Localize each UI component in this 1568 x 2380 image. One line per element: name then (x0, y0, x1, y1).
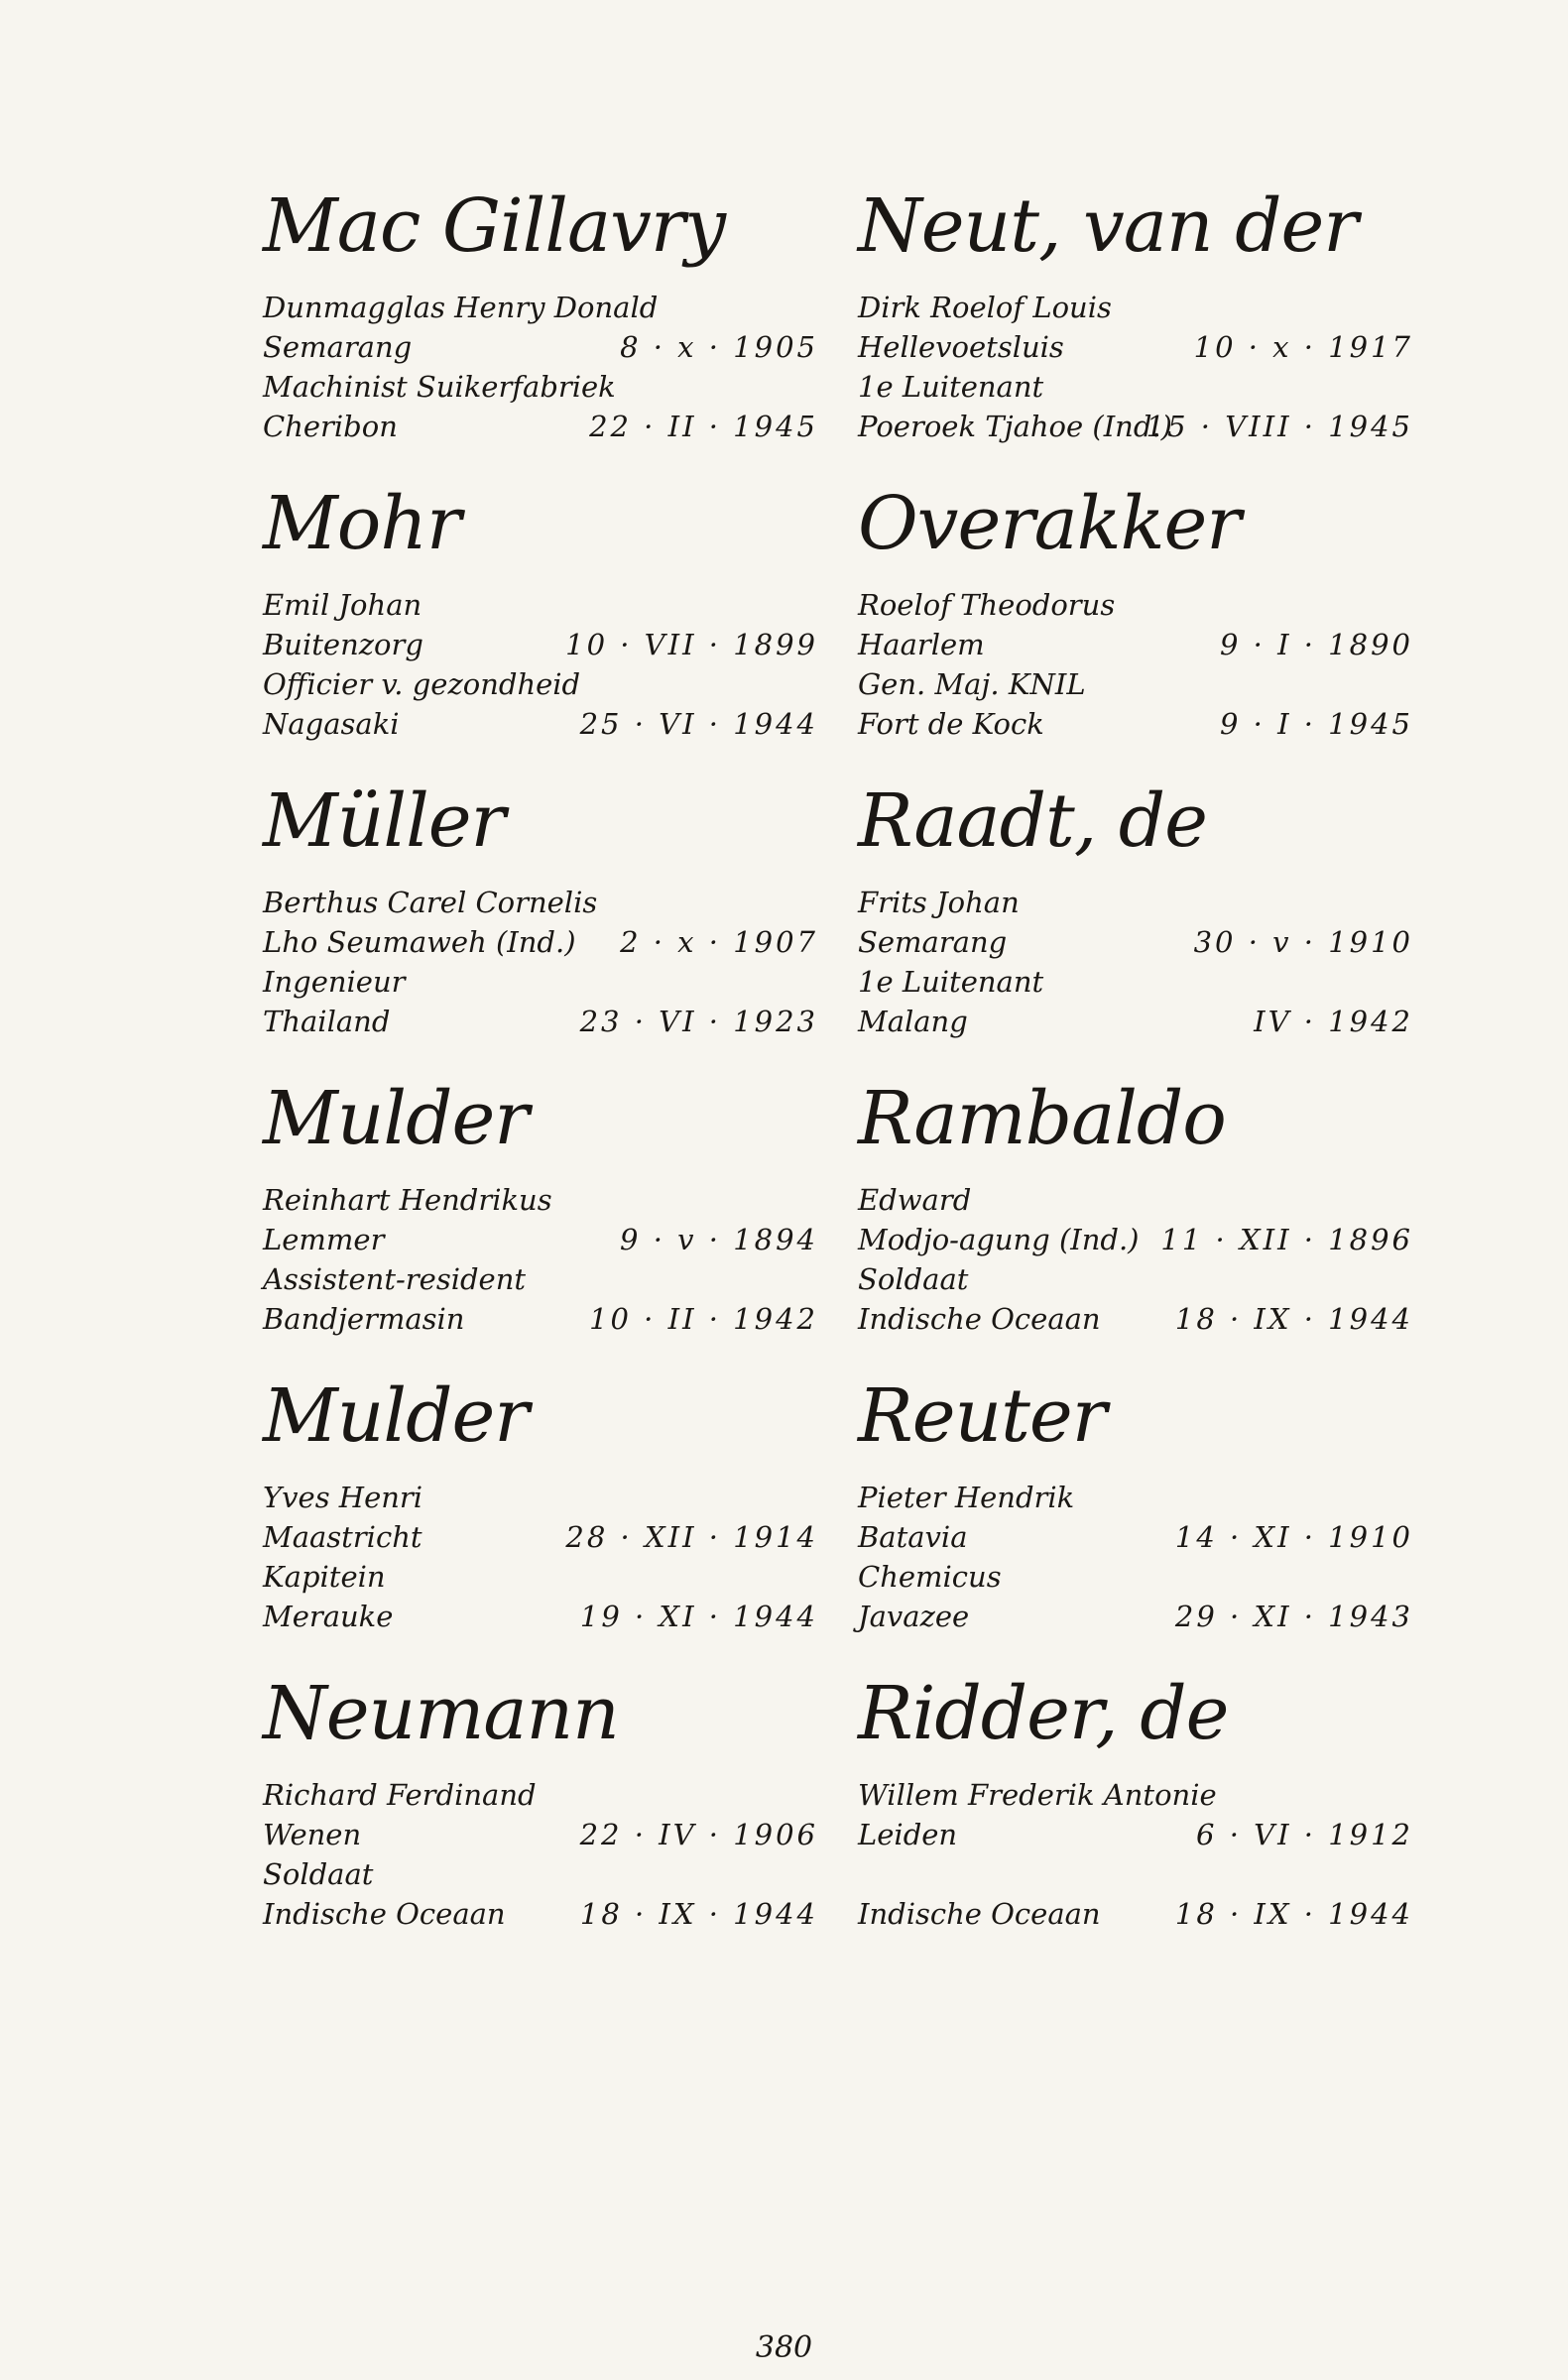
birth-row (858, 1517, 1413, 1557)
death-row (263, 1894, 818, 1934)
memorial-entry (263, 774, 818, 1071)
birth-date: 28 · XII · 1914 (565, 1520, 818, 1554)
death-row (858, 1894, 1413, 1934)
memorial-entry (858, 178, 1413, 476)
birth-row (263, 327, 818, 367)
memorial-entry (858, 774, 1413, 1071)
death-place: Indische Oceaan (858, 1897, 1101, 1931)
given-names: Dunmagglas Henry Donald (263, 291, 659, 324)
occupation: 1e Luitenant (858, 965, 1044, 999)
death-place: Cheribon (263, 410, 398, 443)
given-names: Berthus Carel Cornelis (263, 886, 598, 919)
given-names: Reinhart Hendrikus (263, 1183, 552, 1217)
death-row (263, 407, 818, 446)
death-date: 15 · VIII · 1945 (1146, 410, 1413, 443)
death-date: 19 · XI · 1944 (579, 1600, 818, 1633)
birth-place: Batavia (858, 1520, 968, 1554)
death-row (263, 704, 818, 744)
death-row (858, 1002, 1413, 1041)
birth-place: Semarang (858, 925, 1008, 959)
memorial-entry (263, 1666, 818, 1964)
death-date: 18 · IX · 1944 (579, 1897, 818, 1931)
right-column (858, 178, 1413, 1964)
surname: Reuter (858, 1373, 1107, 1459)
birth-row (263, 625, 818, 664)
birth-place: Modjo-agung (Ind.) (858, 1223, 1140, 1256)
death-date: 29 · XI · 1943 (1174, 1600, 1413, 1633)
surname: Müller (263, 778, 505, 864)
death-row (263, 1002, 818, 1041)
death-date: 18 · IX · 1944 (1174, 1302, 1413, 1336)
given-names: Roelof Theodorus (858, 588, 1116, 622)
birth-date: 30 · v · 1910 (1193, 925, 1413, 959)
death-row (858, 704, 1413, 744)
birth-date: 9 · v · 1894 (620, 1223, 818, 1256)
page-number: 380 (755, 2330, 813, 2365)
birth-date: 9 · I · 1890 (1219, 628, 1413, 661)
surname: Overakker (858, 481, 1241, 566)
occupation: Kapitein (263, 1560, 386, 1594)
given-names: Edward (858, 1183, 972, 1217)
birth-row (858, 327, 1413, 367)
surname: Rambaldo (858, 1076, 1226, 1161)
birth-row (858, 922, 1413, 962)
birth-place: Semarang (263, 330, 413, 364)
birth-place: Buitenzorg (263, 628, 423, 661)
occupation: Assistent-resident (263, 1262, 527, 1296)
occupation (858, 1854, 1413, 1894)
birth-date: 8 · x · 1905 (620, 330, 818, 364)
given-names: Yves Henri (263, 1481, 423, 1514)
birth-date: 11 · XII · 1896 (1160, 1223, 1413, 1256)
birth-place: Haarlem (858, 628, 985, 661)
given-names: Richard Ferdinand (263, 1778, 537, 1812)
memorial-entry (858, 1368, 1413, 1666)
birth-place: Leiden (858, 1818, 958, 1851)
memorial-entry (858, 1666, 1413, 1964)
birth-row (858, 1815, 1413, 1854)
birth-date: 14 · XI · 1910 (1174, 1520, 1413, 1554)
death-row (263, 1597, 818, 1636)
death-place: Javazee (858, 1600, 970, 1633)
birth-place: Maastricht (263, 1520, 422, 1554)
death-place: Indische Oceaan (858, 1302, 1101, 1336)
death-row (858, 1299, 1413, 1339)
memorial-entry (263, 1368, 818, 1666)
death-date: 18 · IX · 1944 (1174, 1897, 1413, 1931)
occupation: Machinist Suikerfabriek (263, 370, 616, 404)
given-names: Pieter Hendrik (858, 1481, 1075, 1514)
birth-date: 2 · x · 1907 (620, 925, 818, 959)
death-place: Nagasaki (263, 707, 400, 741)
death-place: Bandjermasin (263, 1302, 465, 1336)
surname: Mohr (263, 481, 461, 566)
birth-place: Lho Seumaweh (Ind.) (263, 925, 576, 959)
death-date: 9 · I · 1945 (1219, 707, 1413, 741)
left-column (263, 178, 818, 1964)
birth-date: 10 · x · 1917 (1193, 330, 1413, 364)
memorial-entry (263, 476, 818, 774)
occupation: Soldaat (263, 1857, 374, 1891)
birth-place: Wenen (263, 1818, 362, 1851)
birth-row (263, 1815, 818, 1854)
memorial-entry (263, 1071, 818, 1368)
occupation: 1e Luitenant (858, 370, 1044, 404)
death-place: Thailand (263, 1005, 391, 1038)
memorial-entry (858, 476, 1413, 774)
death-place: Malang (858, 1005, 968, 1038)
birth-date: 10 · VII · 1899 (565, 628, 818, 661)
memorial-entry (858, 1071, 1413, 1368)
surname: Neut, van der (858, 183, 1358, 269)
given-names: Willem Frederik Antonie (858, 1778, 1217, 1812)
birth-row (263, 922, 818, 962)
given-names: Dirk Roelof Louis (858, 291, 1112, 324)
death-row (858, 407, 1413, 446)
given-names: Frits Johan (858, 886, 1020, 919)
birth-date: 22 · IV · 1906 (579, 1818, 818, 1851)
surname: Ridder, de (858, 1671, 1229, 1756)
surname: Neumann (263, 1671, 619, 1756)
birth-row (858, 1220, 1413, 1259)
birth-row (263, 1220, 818, 1259)
death-row (858, 1597, 1413, 1636)
occupation: Gen. Maj. KNIL (858, 667, 1086, 701)
surname: Mulder (263, 1076, 529, 1161)
memorial-entry (263, 178, 818, 476)
occupation: Chemicus (858, 1560, 1002, 1594)
surname: Mac Gillavry (263, 183, 726, 269)
surname: Raadt, de (858, 778, 1207, 864)
death-date: 25 · VI · 1944 (579, 707, 818, 741)
birth-place: Lemmer (263, 1223, 385, 1256)
death-date: IV · 1942 (1254, 1005, 1413, 1038)
birth-row (858, 625, 1413, 664)
birth-row (263, 1517, 818, 1557)
occupation: Ingenieur (263, 965, 406, 999)
death-place: Merauke (263, 1600, 394, 1633)
death-date: 22 · II · 1945 (589, 410, 818, 443)
surname: Mulder (263, 1373, 529, 1459)
death-place: Indische Oceaan (263, 1897, 506, 1931)
death-date: 23 · VI · 1923 (579, 1005, 818, 1038)
occupation: Officier v. gezondheid (263, 667, 581, 701)
death-row (263, 1299, 818, 1339)
death-place: Fort de Kock (858, 707, 1044, 741)
given-names: Emil Johan (263, 588, 422, 622)
death-place: Poeroek Tjahoe (Ind.) (858, 410, 1172, 443)
death-date: 10 · II · 1942 (589, 1302, 818, 1336)
birth-place: Hellevoetsluis (858, 330, 1064, 364)
occupation: Soldaat (858, 1262, 969, 1296)
birth-date: 6 · VI · 1912 (1196, 1818, 1413, 1851)
